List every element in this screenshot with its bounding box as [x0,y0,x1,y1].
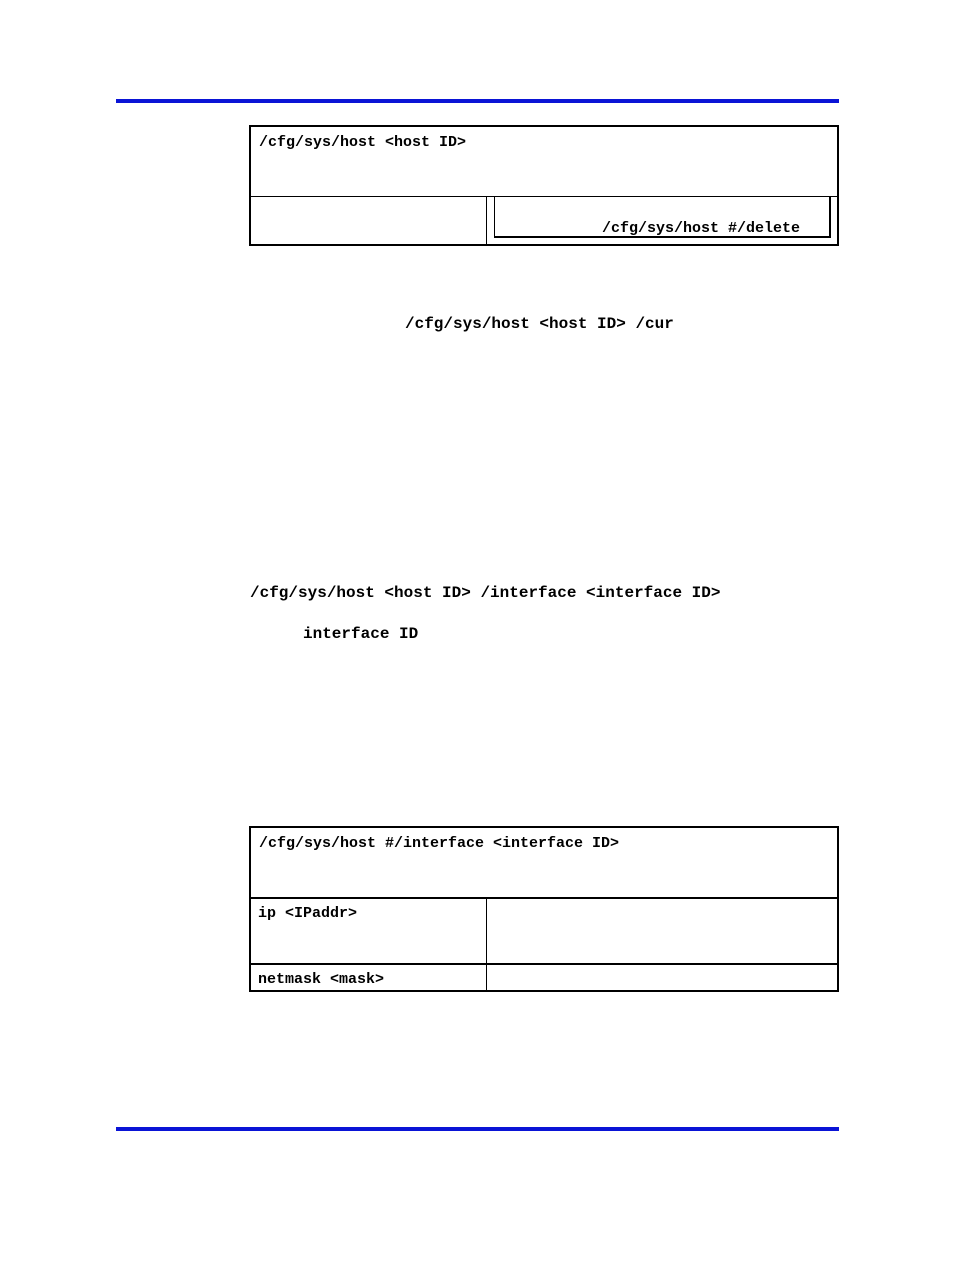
interface-menu-table-header: /cfg/sys/host #/interface <interface ID> [259,835,620,852]
interface-id-label: interface ID [303,625,419,643]
ip-option-text: ip <IPaddr> [258,905,358,922]
inner-cell-box [494,197,831,238]
table-divider [251,897,837,899]
netmask-option-text: netmask <mask> [258,971,385,988]
header-rule [116,99,839,103]
host-menu-table-header: /cfg/sys/host <host ID> [259,134,467,151]
cur-command-text: /cfg/sys/host <host ID> /cur [405,315,674,333]
column-divider [486,898,487,992]
footer-rule [116,1127,839,1131]
delete-command-text: /cfg/sys/host #/delete [602,220,801,237]
column-divider [486,197,487,246]
table-divider [251,963,837,965]
host-menu-table [249,125,839,246]
interface-command-text: /cfg/sys/host <host ID> /interface <interface ID> [250,584,721,602]
interface-menu-table [249,826,839,992]
